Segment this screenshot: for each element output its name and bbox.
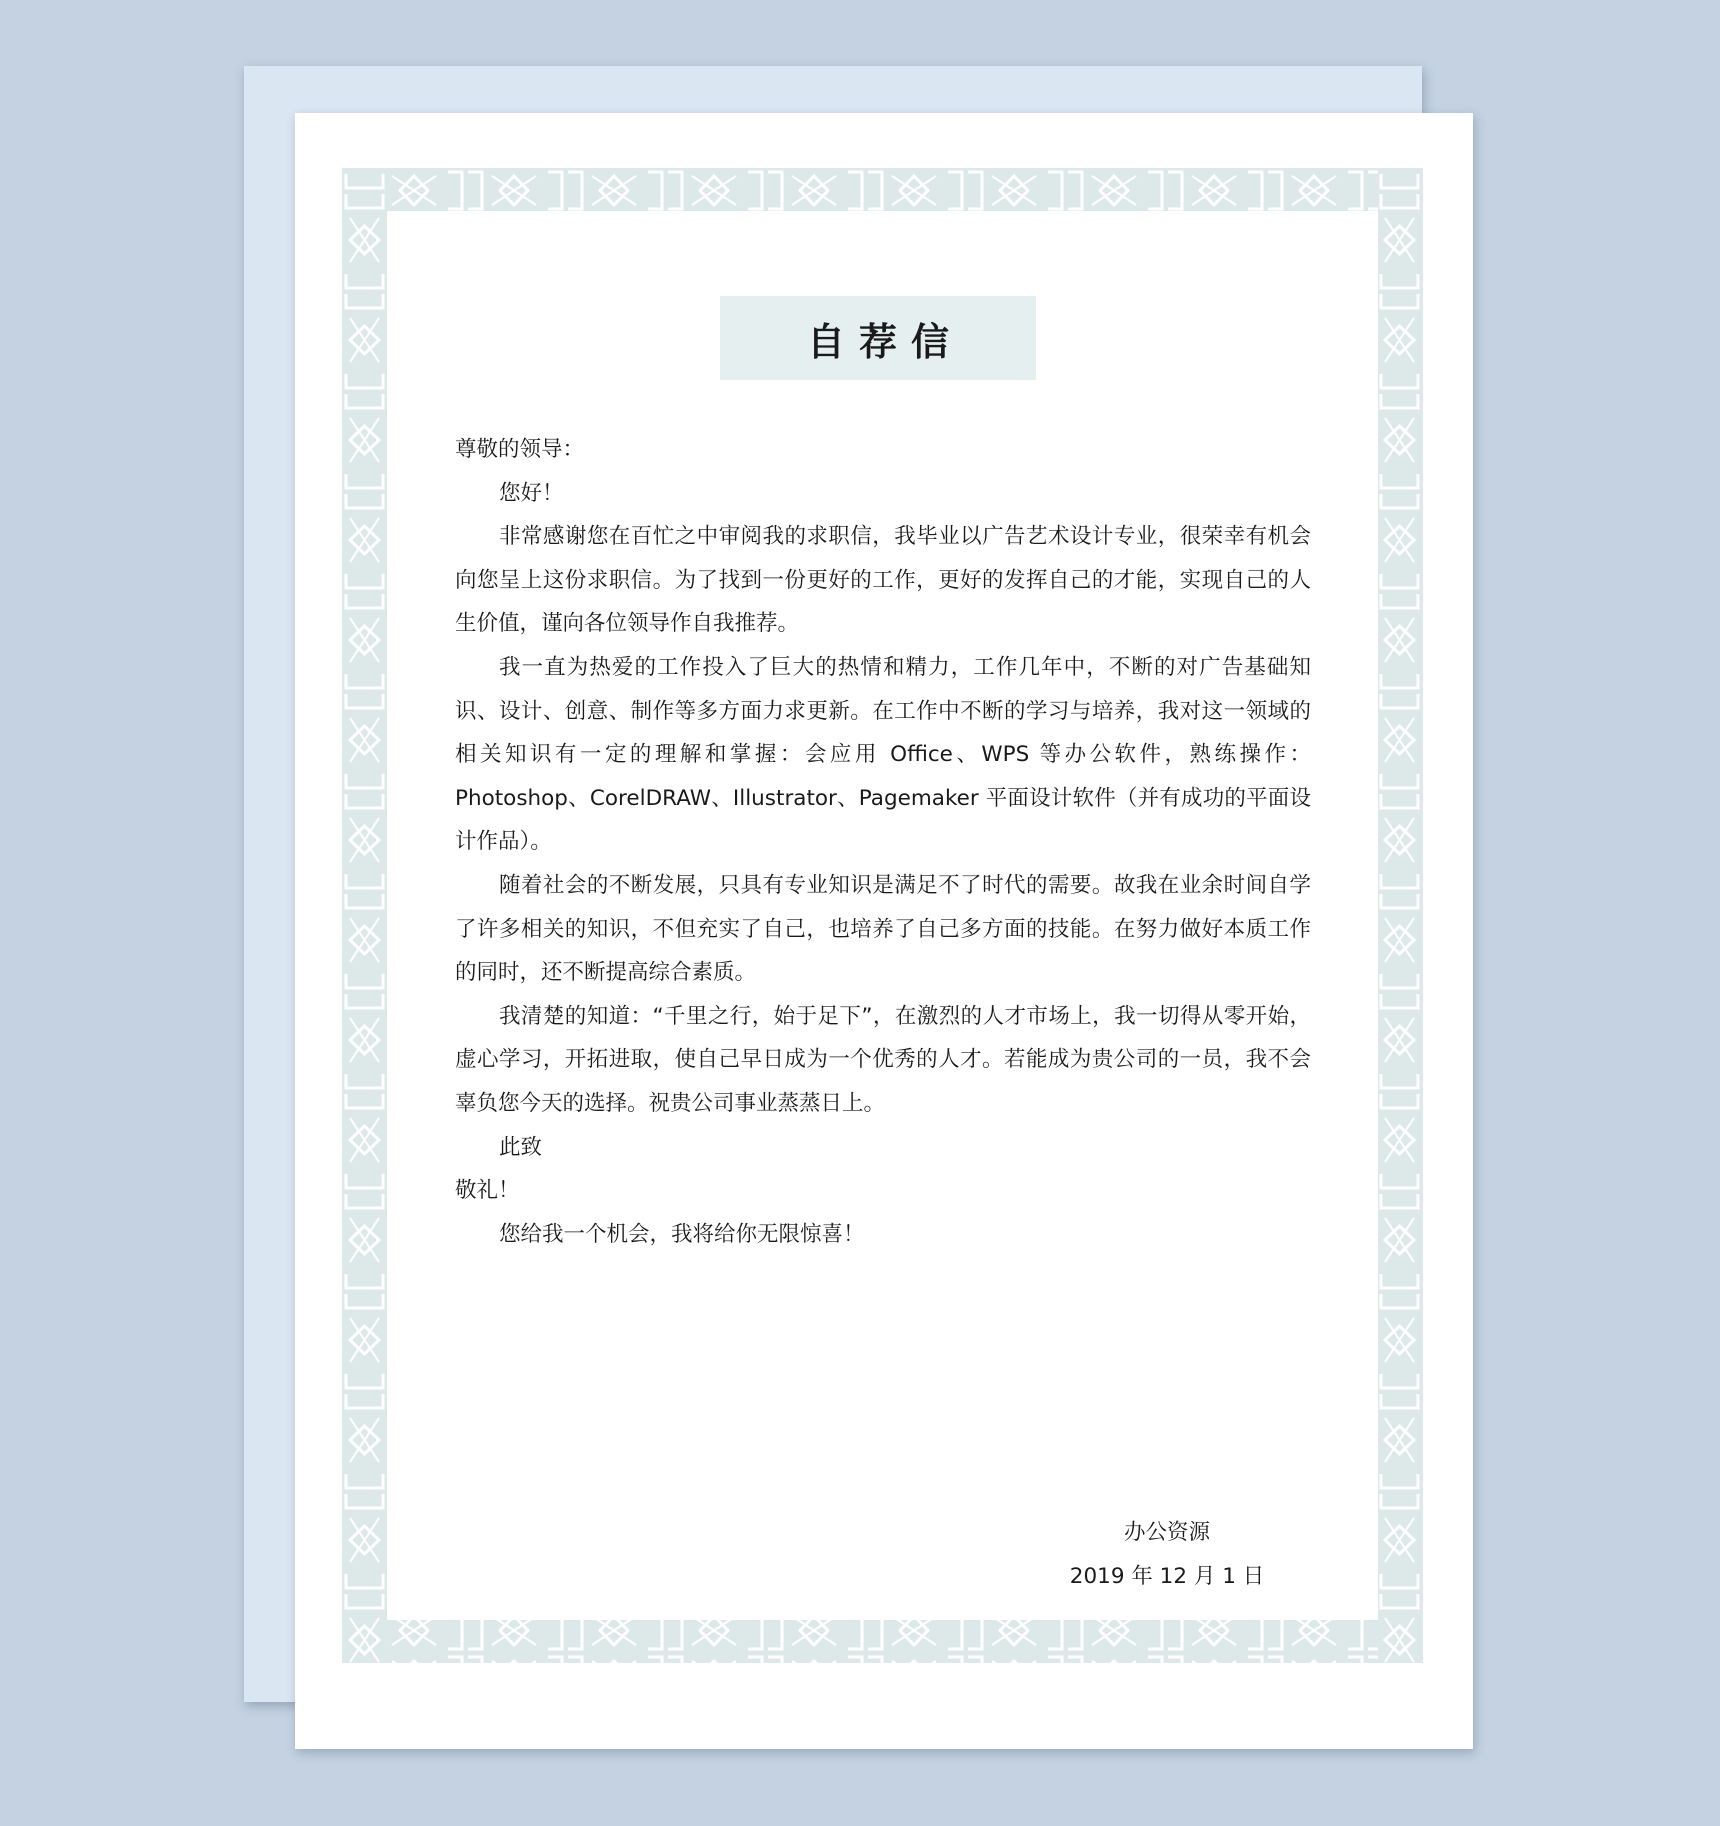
letter-body — [455, 428, 1311, 1256]
signature-block — [1027, 1511, 1307, 1598]
title-box — [720, 296, 1036, 380]
salutation: 尊敬的领导： — [455, 437, 585, 462]
signature-date: 2019 年 12 月 1 日 — [1069, 1563, 1265, 1589]
paragraph-2: 我一直为热爱的工作投入了巨大的热情和精力，工作几年中，不断的对广告基础知识、设计、创意、制作等多方面力求更新。在工作中不断的学习与培养，我对这一领域的相关知识有一定的理解和掌握：会应用 Office、WPS 等办公软件，熟练操作：Photoshop、CorelDRAW、Illustrator、Pagemaker 平面设计软件（并有成功的平面设计作品）。 — [455, 654, 1311, 855]
letter-page — [295, 113, 1473, 1749]
paragraph-3: 随着社会的不断发展，只具有专业知识是满足不了时代的需要。故我在业余时间自学了许多相关的知识，不但充实了自己，也培养了自己多方面的技能。在努力做好本质工作的同时，还不断提高综合素质。 — [455, 872, 1311, 986]
paragraph-4: 我清楚的知道：“千里之行，始于足下”，在激烈的人才市场上，我一切得从零开始，虚心学习，开拓进取，使自己早日成为一个优秀的人才。若能成为贵公司的一员，我不会辜负您今天的选择。祝贵公司事业蒸蒸日上。 — [455, 1003, 1311, 1116]
signature-name: 办公资源 — [1123, 1520, 1210, 1545]
paragraph-1: 非常感谢您在百忙之中审阅我的求职信，我毕业以广告艺术设计专业，很荣幸有机会向您呈上这份求职信。为了找到一份更好的工作，更好的发挥自己的才能，实现自己的人生价值，谨向各位领导作自我推荐。 — [455, 524, 1311, 637]
greeting: 您好！ — [499, 480, 564, 506]
closing-line-1: 此致 — [499, 1134, 543, 1160]
postscript: 您给我一个机会，我将给你无限惊喜！ — [499, 1221, 865, 1247]
page-title: 自荐信 — [806, 319, 963, 364]
closing-line-2: 敬礼！ — [455, 1178, 520, 1204]
letter-content — [387, 211, 1378, 1619]
